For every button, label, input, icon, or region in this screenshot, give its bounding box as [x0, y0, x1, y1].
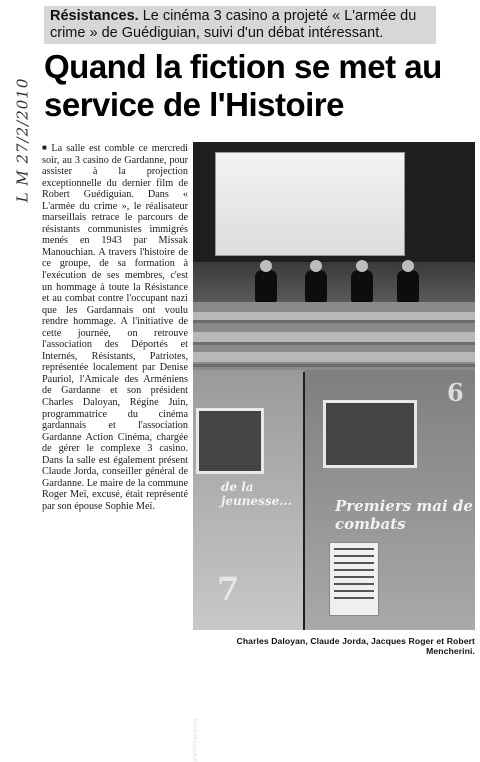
seat-row [193, 364, 475, 367]
audience-seats [193, 302, 475, 372]
speaker-head [402, 260, 414, 272]
seat-row [193, 342, 475, 345]
exhibit-title: Premiers mai de combats [335, 497, 473, 533]
photo-credit-text: (PHOTO ALDON) [193, 718, 199, 762]
exhibit-number: 6 [447, 378, 464, 407]
exhibit-photo [323, 400, 417, 468]
speaker-head [310, 260, 322, 272]
stage-area [193, 262, 475, 302]
lead-mark-icon: ■ [42, 143, 49, 152]
exhibit-text: de la jeunesse... [221, 480, 292, 508]
handwritten-date-note [4, 40, 40, 240]
exhibit-number: 7 [217, 570, 240, 608]
exhibit-panel-left [193, 370, 303, 630]
exhibit-document [329, 542, 379, 616]
speaker-figure [305, 270, 327, 302]
speaker-figure [255, 270, 277, 302]
cinema-screen [215, 152, 405, 256]
photo-caption: Charles Daloyan, Claude Jorda, Jacques Roger et Robert Mencherini. [236, 636, 475, 656]
kicker [44, 6, 436, 44]
speaker-head [356, 260, 368, 272]
headline: Quand la fiction se met au service de l'Histoire [44, 48, 442, 123]
seat-row [193, 320, 475, 323]
speaker-head [260, 260, 272, 272]
kicker-label: Résistances. [50, 8, 139, 24]
handwritten-date-text: L M 27/2/2010 [13, 77, 31, 203]
exhibit-panel-right [305, 370, 475, 630]
kicker-text: Le cinéma 3 casino a projeté « L'armée du crime » de Guédiguian, suivi d'un débat intéressant. [50, 8, 417, 41]
speaker-figure [351, 270, 373, 302]
exhibit-photo [196, 408, 264, 474]
photo-credit [193, 682, 203, 762]
article-body [42, 142, 188, 512]
article-body-text: La salle est comble ce mercredi soir, au 3 casino de Gardanne, pour assister à la projection exceptionnelle du dernier film de Robert Guédiguian. Dans « L'armée du crime », le réalisateur marseillais retrace le parcours de résistants communistes immigrés menés en 1943 par Missak Manouchian. A travers l'histoire de ce groupe, de sa formation à l'exécution de ses membres, c'est un hommage à toute la Résistance et au combat contre l'occupant nazi que les Gardannais ont voulu rendre hommage. A l'initiative de cette journée, on retrouve l'association des Déportés et Internés, Résistants, Patriotes, représentée localement par Denise Pauriol, l'Amicale des Arméniens de Gardanne et son président Charles Daloyan, Régine Juin, programmatrice du cinéma gardannais et l'association Gardanne Action Cinéma, chargée de gérer le complexe 3 casino. Dans la salle est également présent Claude Jorda, conseiller général de Gardanne. Le maire de la commune Roger Meï, excusé, était représenté par son épouse Sophie Meï. [42, 143, 188, 512]
speaker-figure [397, 270, 419, 302]
